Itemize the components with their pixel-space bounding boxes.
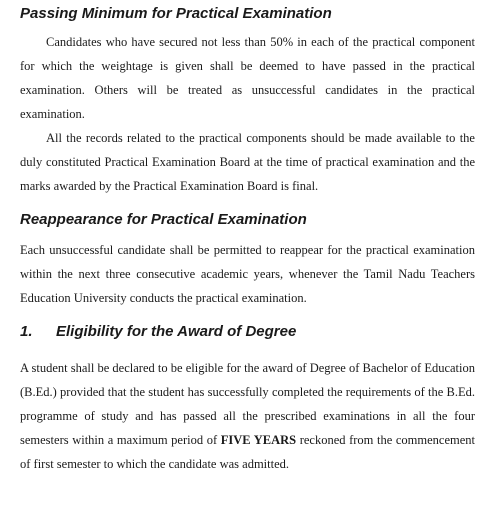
paragraph-practical-records: All the records related to the practical components should be made available to the duly constituted Practical Examination Board at the time of practical examination and the marks awarded by the Practical Examination Board is final. (20, 131, 475, 193)
eligibility-text-emphasis: FIVE YEARS (220, 433, 297, 447)
paragraph-reappearance: Each unsuccessful candidate shall be permitted to reappear for the practical examination within the next three consecutive academic years, whenever the Tamil Nadu Teachers Education University conducts the practical examination. (20, 243, 475, 305)
eligibility-text-start: A student shall be declared to be eligible for the award of Degree of Bachelor of Education (B.Ed.) provided that the student has successfully completed the requirements of the B.Ed. programme of study and has passed all the prescribed examinations in all the four semesters within a maximum period of (20, 361, 475, 447)
eligibility-text-end: reckoned from the commencement of first semester to which the candidate was admitted. (20, 433, 475, 471)
paragraph-passing-criteria: Candidates who have secured not less than 50% in each of the practical component for which the weightage is given shall be deemed to have passed in the practical examination. Others will be treated as unsuccessful candidates in the practical examination. (20, 35, 475, 121)
section-heading-reappearance: Reappearance for Practical Examination (20, 211, 307, 228)
section-heading-eligibility-text: Eligibility for the Award of Degree (56, 323, 297, 340)
section-number: 1. (20, 323, 33, 340)
section-heading-eligibility (20, 322, 475, 342)
section-heading-passing-minimum: Passing Minimum for Practical Examination (20, 5, 332, 22)
paragraph-eligibility (20, 356, 475, 476)
